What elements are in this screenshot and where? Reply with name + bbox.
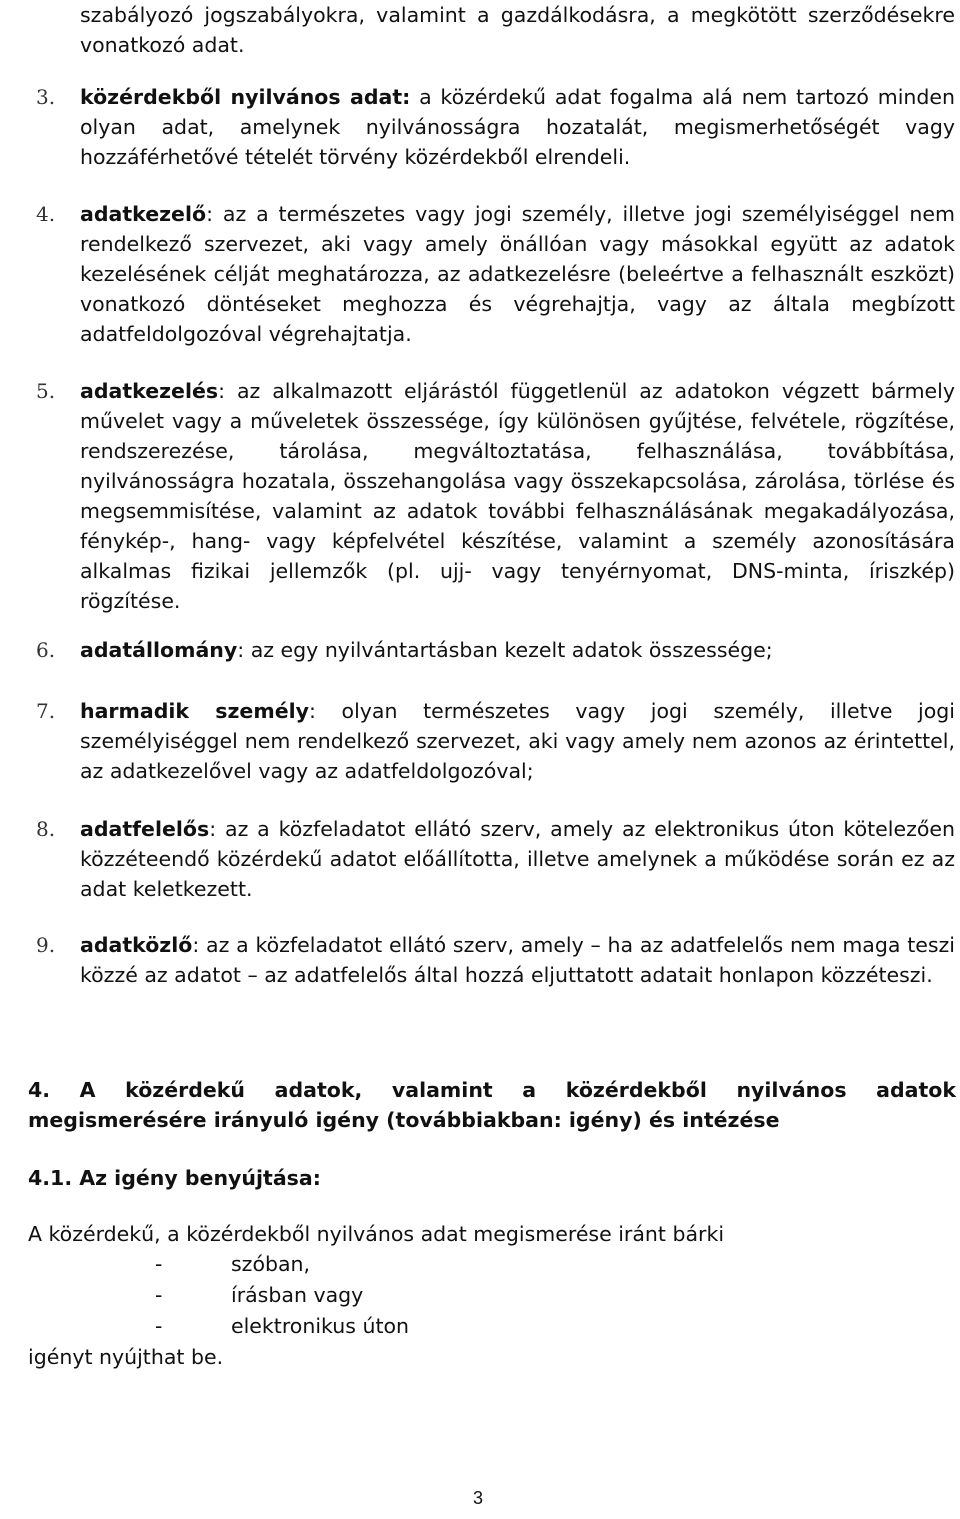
- request-outro: igényt nyújthat be.: [28, 1345, 224, 1369]
- definition-term: adatfelelős: [80, 817, 210, 841]
- definition-term: adatállomány: [80, 638, 238, 662]
- definition-text: az a közfeladatot ellátó szerv, amely – ha az adatfelelős nem maga teszi közzé az adatot – az adatfelelős által hozzá eljuttatott adatait honlapon közzéteszi.: [80, 933, 955, 987]
- definition-item-7: [36, 696, 955, 786]
- definition-term: adatközlő: [80, 933, 193, 957]
- definition-text: a közérdekű adat fogalma alá nem tartozó minden olyan adat, amelynek nyilvánosságra hozatalát, megismerhetőségét vagy hozzáférhetővé tételét törvény közérdekből elrendeli.: [80, 85, 956, 169]
- definition-number: 5.: [36, 379, 56, 403]
- request-method-item: [155, 1311, 409, 1341]
- definition-term: adatkezelés: [80, 379, 219, 403]
- definition-number: 4.: [36, 202, 56, 226]
- definition-separator: :: [209, 817, 217, 841]
- definition-term: adatkezelő: [80, 202, 207, 226]
- request-intro: A közérdekű, a közérdekből nyilvános adat megismerése iránt bárki: [28, 1222, 725, 1246]
- page-number: 3: [473, 1488, 484, 1508]
- definition-number: 9.: [36, 933, 56, 957]
- bullet-dash: -: [155, 1314, 163, 1338]
- definition-item-5: [36, 376, 955, 616]
- definition-item-4: [36, 199, 955, 349]
- definition-item-3: [36, 82, 956, 172]
- definition-term: közérdekből nyilvános adat:: [80, 85, 411, 109]
- definition-separator: :: [309, 699, 316, 723]
- request-method-label: elektronikus úton: [231, 1314, 410, 1338]
- definition-text: az a természetes vagy jogi személy, illetve jogi személyiséggel nem rendelkező szervezet, aki vagy amely önállóan vagy másokkal együtt az adatok kezelésének célját meghatározza, az adatkezelésre (beleértve a felhasznált eszközt) vonatkozó döntéseket meghozza és végrehajtja, vagy az általa megbízott adatfeldolgozóval végrehajtatja.: [80, 202, 955, 346]
- definition-text: az alkalmazott eljárástól függetlenül az adatokon végzett bármely művelet vagy a műveletek összessége, így különösen gyűjtése, felvétele, rögzítése, rendszerezése, tárolása, megváltoztatása, felhasználása, továbbítása, nyilvánosságra hozatala, összehangolása vagy összekapcsolása, zárolása, törlése és megsemmisítése, valamint az adatok további felhasználásának megakadályozása, fénykép-, hang- vagy képfelvétel készítése, valamint a személy azonosítására alkalmas fizikai jellemzők (pl. ujj- vagy tenyérnyomat, DNS-minta, íriszkép) rögzítése.: [80, 379, 955, 613]
- bullet-dash: -: [155, 1283, 163, 1307]
- section-heading: 4. A közérdekű adatok, valamint a közérdekből nyilvános adatok megismerésére irányuló igény (továbbiakban: igény) és intézése: [28, 1078, 956, 1132]
- subsection-heading: 4.1. Az igény benyújtása:: [28, 1166, 321, 1190]
- definition-separator: :: [237, 638, 245, 662]
- request-method-item: [155, 1280, 363, 1310]
- definition-separator: :: [218, 379, 226, 403]
- request-method-label: írásban vagy: [231, 1283, 364, 1307]
- definition-separator: :: [206, 202, 213, 226]
- definition-term: harmadik személy: [80, 699, 309, 723]
- definition-text: olyan természetes vagy jogi személy, illetve jogi személyiséggel nem rendelkező szervezet, aki vagy amely nem azonos az érintettel, az adatkezelővel vagy az adatfeldolgozóval;: [80, 699, 955, 783]
- request-method-item: [155, 1249, 310, 1279]
- definition-text: az a közfeladatot ellátó szerv, amely az elektronikus úton kötelezően közzéteendő közérdekű adatot előállította, illetve amelynek a működése során ez az adat keletkezett.: [80, 817, 955, 901]
- intro-paragraph: szabályozó jogszabályokra, valamint a gazdálkodásra, a megkötött szerződésekre vonatkozó adat.: [80, 3, 955, 57]
- definition-separator: :: [192, 933, 200, 957]
- definition-item-8: [36, 814, 955, 904]
- bullet-dash: -: [155, 1252, 163, 1276]
- definition-number: 6.: [36, 638, 56, 662]
- definition-text: az egy nyilvántartásban kezelt adatok összessége;: [244, 638, 773, 662]
- request-method-label: szóban,: [231, 1252, 311, 1276]
- definition-item-9: [36, 930, 955, 990]
- definition-number: 7.: [36, 699, 56, 723]
- definition-number: 3.: [36, 85, 56, 109]
- definition-item-6: [36, 635, 955, 665]
- definition-number: 8.: [36, 817, 56, 841]
